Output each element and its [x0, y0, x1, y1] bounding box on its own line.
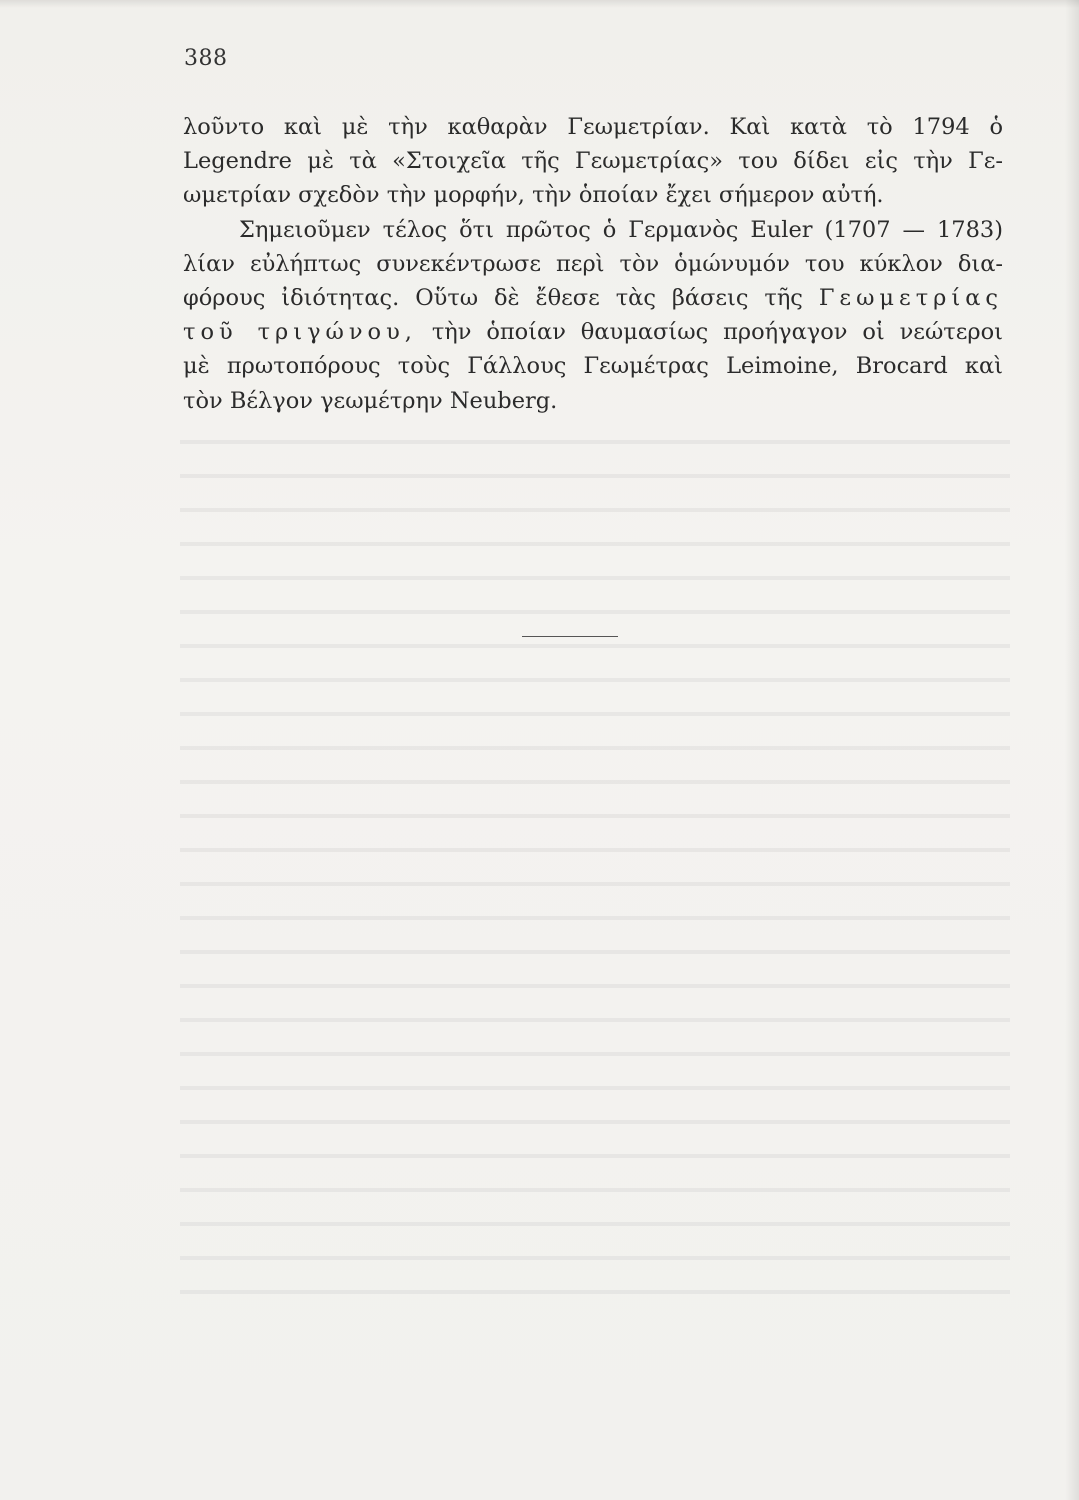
scan-edge-shadow: [1065, 0, 1079, 1500]
text-fragment: τὴν ὁποίαν θαυμασίως προήγαγον οἱ νεώτεροι: [431, 319, 1003, 346]
scan-top-shadow: [0, 0, 1079, 8]
text-line: [183, 315, 1003, 349]
bleed-through-texture: [180, 420, 1010, 1320]
paragraph-2: [183, 213, 1003, 418]
text-line: [183, 281, 1003, 315]
page-number: 388: [184, 46, 228, 71]
section-divider: [522, 636, 618, 637]
text-line: τὸν Βέλγον γεωμέτρην Neuberg.: [183, 387, 558, 414]
text-line: λίαν εὐλήπτως συνεκέντρωσε περὶ τὸν ὁμώνυμόν του κύκλον δια-: [183, 250, 1003, 277]
body-text: [183, 110, 1003, 418]
text-line: Σημειοῦμεν τέλος ὅτι πρῶτος ὁ Γερμανὸς Euler (1707 — 1783): [239, 216, 1003, 243]
text-fragment: φόρους ἰδιότητας. Οὕτω δὲ ἔθεσε τὰς βάσεις τῆς: [183, 285, 803, 312]
text-line: ωμετρίαν σχεδὸν τὴν μορφήν, τὴν ὁποίαν ἔχει σήμερον αὐτή.: [183, 182, 884, 209]
paragraph-1: [183, 110, 1003, 213]
text-line: μὲ πρωτοπόρους τοὺς Γάλλους Γεωμέτρας Leimoine, Brocard καὶ: [183, 353, 1003, 380]
emphasis-text: Γεωμετρίας: [818, 285, 1003, 312]
text-line: Legendre μὲ τὰ «Στοιχεῖα τῆς Γεωμετρίας» του δίδει εἰς τὴν Γε-: [183, 148, 1003, 175]
text-line: λοῦντο καὶ μὲ τὴν καθαρὰν Γεωμετρίαν. Καὶ κατὰ τὸ 1794 ὁ: [183, 114, 1003, 140]
emphasis-text: τοῦ τριγώνου,: [183, 319, 417, 346]
